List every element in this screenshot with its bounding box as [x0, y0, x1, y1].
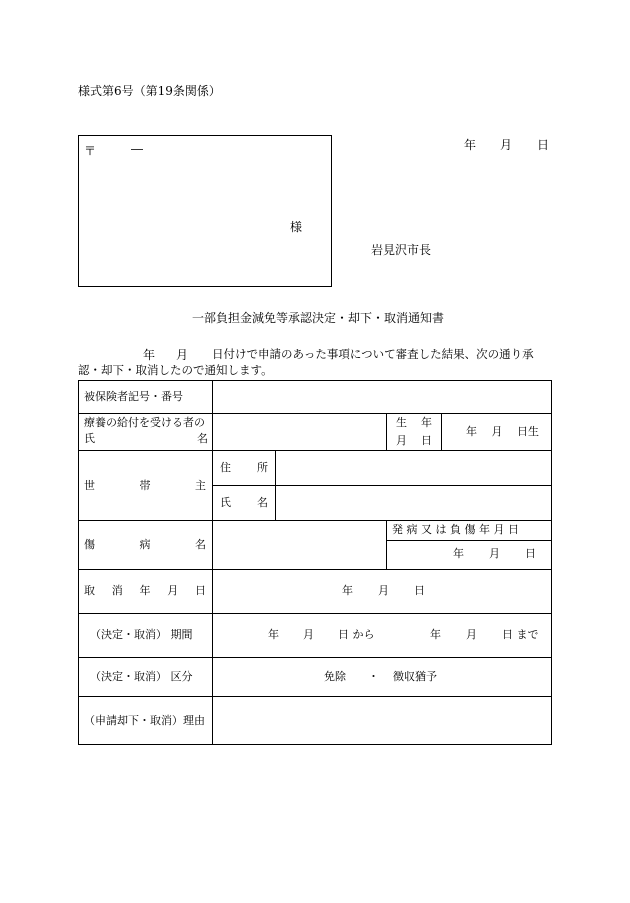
- name-label: 氏 名: [220, 496, 268, 509]
- intro-line1: 日付けで申請のあった事項について審査した結果、次の通り承: [212, 347, 534, 361]
- category-separator: ・: [368, 670, 379, 683]
- date-day: 日: [537, 138, 550, 152]
- period-from-year: 年: [268, 628, 279, 641]
- onset-label: 発病又は負傷年月日: [392, 523, 523, 536]
- row-divider: [78, 520, 552, 521]
- column-divider: [386, 520, 387, 569]
- intro-month: 月: [176, 348, 189, 362]
- column-divider: [386, 413, 387, 450]
- cancel-date-label: 取 消 年 月 日: [84, 584, 206, 597]
- recipient-label-shi: 氏: [84, 432, 95, 445]
- honorific: 様: [290, 220, 303, 234]
- row-divider: [78, 450, 552, 451]
- intro-line2: 認・却下・取消したので通知します。: [78, 363, 273, 377]
- row-divider: [78, 696, 552, 697]
- onset-year: 年: [453, 547, 464, 560]
- onset-day: 日: [525, 547, 536, 560]
- period-label: （決定・取消） 期間: [90, 628, 193, 641]
- cancel-month: 月: [378, 584, 389, 597]
- address-label: 住 所: [220, 461, 268, 474]
- householder-label: 世 帯 主: [84, 479, 206, 492]
- cancel-day: 日: [414, 584, 425, 597]
- birth-value: 年 月 日生: [466, 425, 539, 438]
- onset-month: 月: [489, 547, 500, 560]
- row-divider: [78, 569, 552, 570]
- birth-label-tsuki: 月: [396, 434, 407, 447]
- period-to-day: 日 まで: [502, 628, 539, 641]
- page-title: 一部負担金減免等承認決定・却下・取消通知書: [192, 311, 445, 325]
- date-year: 年: [464, 138, 477, 152]
- form-number: 様式第6号（第19条関係）: [78, 84, 221, 98]
- illness-label: 傷 病 名: [84, 538, 206, 551]
- recipient-label-mei: 名: [197, 432, 208, 445]
- reason-label: （申請却下・取消）理由: [84, 714, 205, 727]
- postal-mark-icon: 〒: [84, 144, 97, 158]
- row-divider: [78, 657, 552, 658]
- postal-dash: ―: [131, 142, 143, 156]
- column-divider: [275, 450, 276, 520]
- category-deferral: 徴収猶予: [393, 670, 437, 683]
- recipient-label-line1: 療養の給付を受ける者の: [84, 416, 205, 429]
- row-divider: [78, 413, 552, 414]
- column-divider: [441, 413, 442, 450]
- period-from-month: 月: [303, 628, 314, 641]
- category-label: （決定・取消） 区分: [90, 670, 193, 683]
- intro-year: 年: [143, 348, 156, 362]
- row-divider: [212, 485, 552, 486]
- period-to-month: 月: [466, 628, 477, 641]
- row-divider: [386, 540, 552, 541]
- insured-number-label: 被保険者記号・番号: [84, 390, 183, 403]
- cancel-year: 年: [342, 584, 353, 597]
- category-exemption: 免除: [324, 670, 346, 683]
- birth-label-hi: 日: [421, 434, 432, 447]
- period-to-year: 年: [430, 628, 441, 641]
- column-divider: [212, 380, 213, 745]
- issuer: 岩見沢市長: [371, 243, 432, 257]
- birth-label-sei: 生: [396, 416, 407, 429]
- row-divider: [78, 613, 552, 614]
- address-box: [78, 135, 332, 287]
- date-month: 月: [500, 138, 513, 152]
- birth-label-nen: 年: [421, 416, 432, 429]
- period-from-day: 日 から: [338, 628, 375, 641]
